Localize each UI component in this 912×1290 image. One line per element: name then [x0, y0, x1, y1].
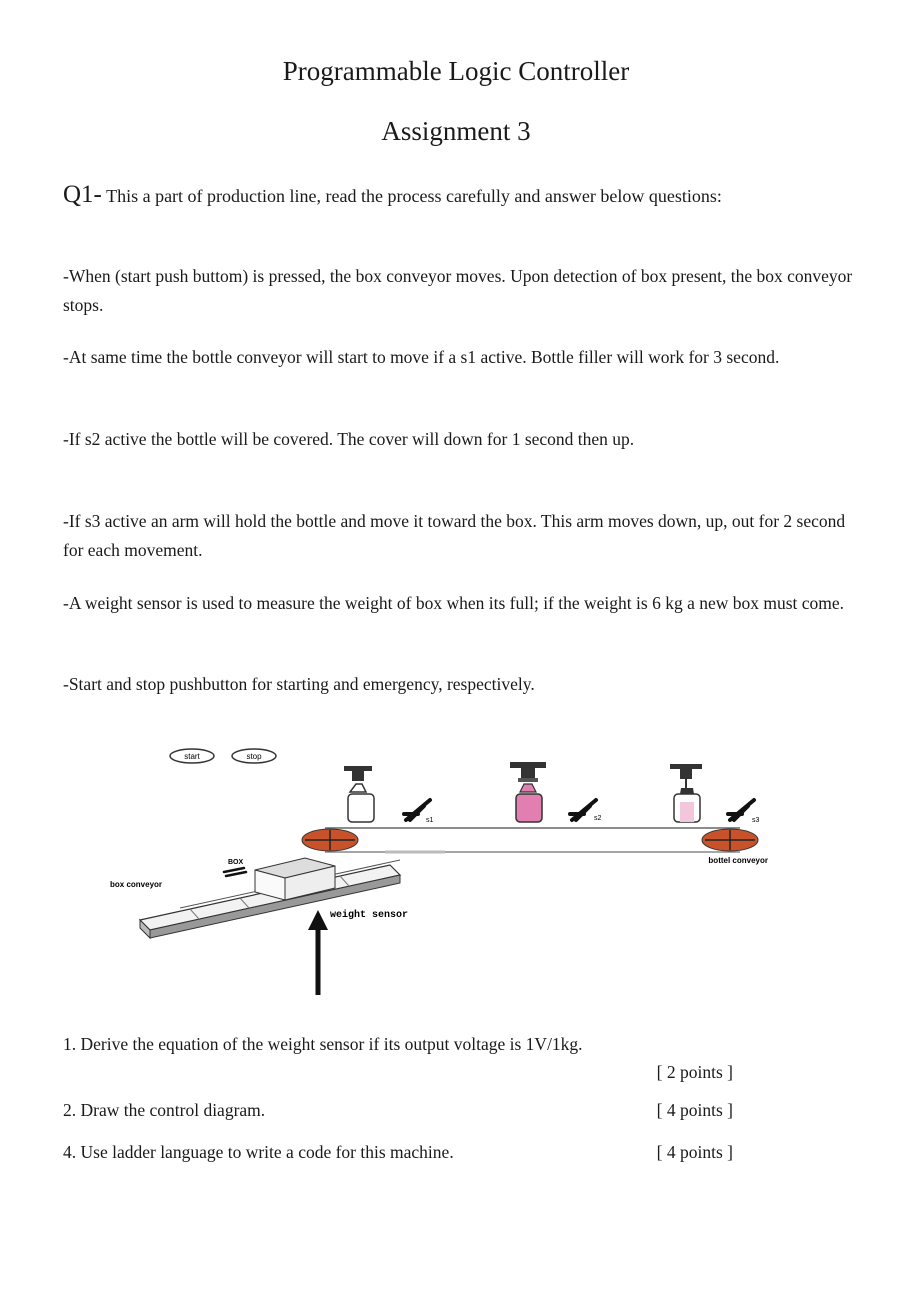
- assignment-number: Assignment 3: [381, 116, 531, 146]
- process-step-4: -If s3 active an arm will hold the bottle and move it toward the box. This arm moves down, up, out for 2 second for each movement.: [63, 511, 846, 560]
- filler-station: [344, 766, 374, 822]
- process-step-1: -When (start push buttom) is pressed, the box conveyor moves. Upon detection of box present, the box conveyor stops.: [63, 266, 853, 315]
- question-number: Q1-: [63, 181, 102, 208]
- process-step-6: -Start and stop pushbutton for starting and emergency, respectively.: [63, 674, 535, 694]
- s3-sensor-icon: [728, 800, 754, 820]
- question-item-1: [63, 1030, 733, 1082]
- process-step-3: -If s2 active the bottle will be covered. The cover will down for 1 second then up.: [63, 429, 635, 449]
- s3-label: s3: [752, 817, 760, 824]
- question-item-4-text: 4. Use ladder language to write a code for this machine.: [63, 1142, 454, 1162]
- box-conveyor-label: box conveyor: [110, 880, 163, 889]
- s1-label: s1: [426, 817, 434, 824]
- stop-button-drawing: [232, 749, 276, 763]
- start-label: start: [184, 752, 200, 761]
- question-item-4: [63, 1138, 733, 1166]
- weight-sensor-arrow-icon: [308, 910, 328, 995]
- start-button-drawing: [170, 749, 214, 763]
- stop-label: stop: [246, 752, 262, 761]
- question-item-2: [63, 1096, 733, 1124]
- question-item-2-points: [ 4 points ]: [656, 1100, 733, 1120]
- arm-station: [670, 764, 702, 822]
- box-sensor-icon: [224, 868, 246, 876]
- box-sensor-label: BOX: [228, 859, 244, 866]
- bottle-conveyor: [302, 828, 758, 852]
- document-title: Programmable Logic Controller: [282, 56, 630, 86]
- capper-station: [510, 762, 546, 822]
- question-item-4-points: [ 4 points ]: [656, 1142, 733, 1162]
- bottle-conveyor-label: bottel conveyor: [708, 856, 768, 865]
- question-intro-text: This a part of production line, read the process carefully and answer below questions:: [106, 186, 722, 206]
- s2-sensor-icon: [570, 800, 596, 820]
- question-item-2-text: 2. Draw the control diagram.: [63, 1100, 266, 1120]
- production-line-diagram: [100, 740, 800, 1000]
- s2-label: s2: [594, 815, 602, 822]
- process-step-5: -A weight sensor is used to measure the weight of box when its full; if the weight is 6 kg a new box must come.: [63, 593, 845, 613]
- question-item-1-text: 1. Derive the equation of the weight sensor if its output voltage is 1V/1kg.: [63, 1034, 583, 1054]
- question-intro: [33, 178, 853, 213]
- weight-sensor-label: weight sensor: [330, 910, 409, 921]
- question-item-1-points: [ 2 points ]: [656, 1062, 733, 1082]
- process-step-2: -At same time the bottle conveyor will start to move if a s1 active. Bottle filler will work for 3 second.: [63, 347, 780, 367]
